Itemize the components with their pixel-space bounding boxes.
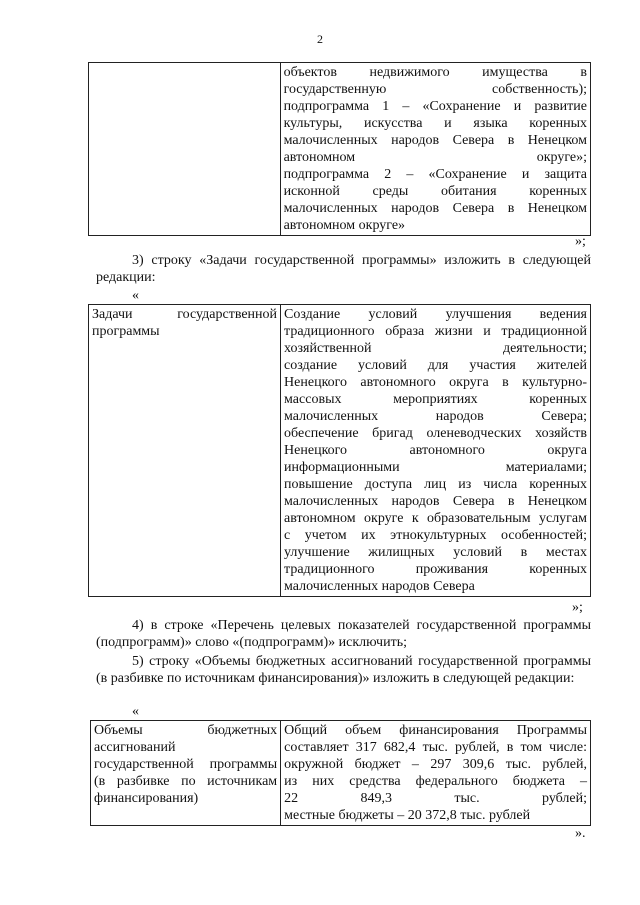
table2-left-cell <box>89 305 281 597</box>
table3-right-cell <box>281 721 591 826</box>
item-5-open-quote: « <box>132 704 139 719</box>
table2-right-line: малочисленных народов Севера в Ненецком <box>284 494 587 509</box>
table2-right-line: малочисленных народов Севера; <box>284 409 587 424</box>
table2-right-line: с учетом их этнокультурных особенностей; <box>284 528 587 543</box>
table1-closing-quote: »; <box>575 234 586 249</box>
item-4-paragraph: 4) в строке «Перечень целевых показателей государственной программы (подпрограмм)» слово «(подпрограмм)» исключить; <box>96 618 591 650</box>
table2-closing-quote: »; <box>572 600 583 615</box>
table3-right-line: составляет 317 682,4 тыс. рублей, в том числе: <box>284 740 587 755</box>
table3-right-line: из них средства федерального бюджета – <box>284 774 587 789</box>
table2-right-line: массовых мероприятиях коренных <box>284 392 587 407</box>
table3-left-line: (в разбивке по источникам <box>94 774 278 789</box>
table2-right-line: традиционного проживания коренных <box>284 562 587 577</box>
table1-right-line: подпрограмма 1 – «Сохранение и развитие <box>283 99 587 114</box>
table2-left-line: программы <box>92 324 160 339</box>
table1-right-line: малочисленных народов Севера в Ненецком <box>283 133 587 148</box>
table2-right-line: малочисленных народов Севера <box>284 579 475 594</box>
table3-left-cell <box>91 721 281 826</box>
table2-right-line: улучшение жилищных условий в местах <box>284 545 587 560</box>
table2-right-line: создание условий для участия жителей <box>284 358 587 373</box>
table2-left-line: Задачи государственной <box>92 307 278 322</box>
table1-right-line: исконной среды обитания коренных <box>283 184 587 199</box>
table1-right-line: государственную собственность); <box>283 82 587 97</box>
item-3-open-quote: « <box>132 288 139 303</box>
table3-left-line: государственной программы <box>94 757 278 772</box>
table1-right-line: малочисленных народов Севера в Ненецком <box>283 201 587 216</box>
table2-right-line: традиционного образа жизни и традиционной <box>284 324 587 339</box>
table2-right-line: информационными материалами; <box>284 460 587 475</box>
table2-right-line: повышение доступа лиц из числа коренных <box>284 477 587 492</box>
table3-right-line: Общий объем финансирования Программы <box>284 723 587 738</box>
table2-right-cell <box>281 305 591 597</box>
table3-right-line: местные бюджеты – 20 372,8 тыс. рублей <box>284 808 531 823</box>
page-number: 2 <box>317 32 323 46</box>
table2-right-line: Создание условий улучшения ведения <box>284 307 587 322</box>
table3-left-line: финансирования) <box>94 791 199 806</box>
table-budget-allocations <box>90 720 591 826</box>
table-program-structure-continued <box>88 62 591 236</box>
table2-right-line: Ненецкого автономного округа <box>284 443 587 458</box>
table2-right-line: автономном округе к образовательным услугам <box>284 511 587 526</box>
table3-left-line: Объемы бюджетных <box>94 723 278 738</box>
table2-right-line: Ненецкого автономного округа в культурно- <box>284 375 587 390</box>
table2-right-line: обеспечение бригад оленеводческих хозяйств <box>284 426 587 441</box>
table1-right-line: культуры, искусства и языка коренных <box>283 116 587 131</box>
table3-left-line: ассигнований <box>94 740 176 755</box>
table1-right-line: подпрограмма 2 – «Сохранение и защита <box>283 167 587 182</box>
table3-closing-quote: ». <box>575 826 586 841</box>
table3-right-line: 22 849,3 тыс. рублей; <box>284 791 587 806</box>
table1-left-cell <box>89 63 281 236</box>
table1-right-cell <box>280 63 590 236</box>
item-3-paragraph: 3) строку «Задачи государственной программы» изложить в следующей редакции: <box>96 253 591 285</box>
item-5-paragraph: 5) строку «Объемы бюджетных ассигнований государственной программы (в разбивке по источникам финансирования)» изложить в следующей редакции: <box>96 654 591 686</box>
table1-right-line: автономном округе»; <box>283 150 587 165</box>
table1-right-line: объектов недвижимого имущества в <box>283 65 587 80</box>
table2-right-line: хозяйственной деятельности; <box>284 341 587 356</box>
table3-right-line: окружной бюджет – 297 309,6 тыс. рублей, <box>284 757 587 772</box>
table-program-objectives <box>88 304 591 597</box>
table1-right-line: автономном округе» <box>283 218 406 233</box>
